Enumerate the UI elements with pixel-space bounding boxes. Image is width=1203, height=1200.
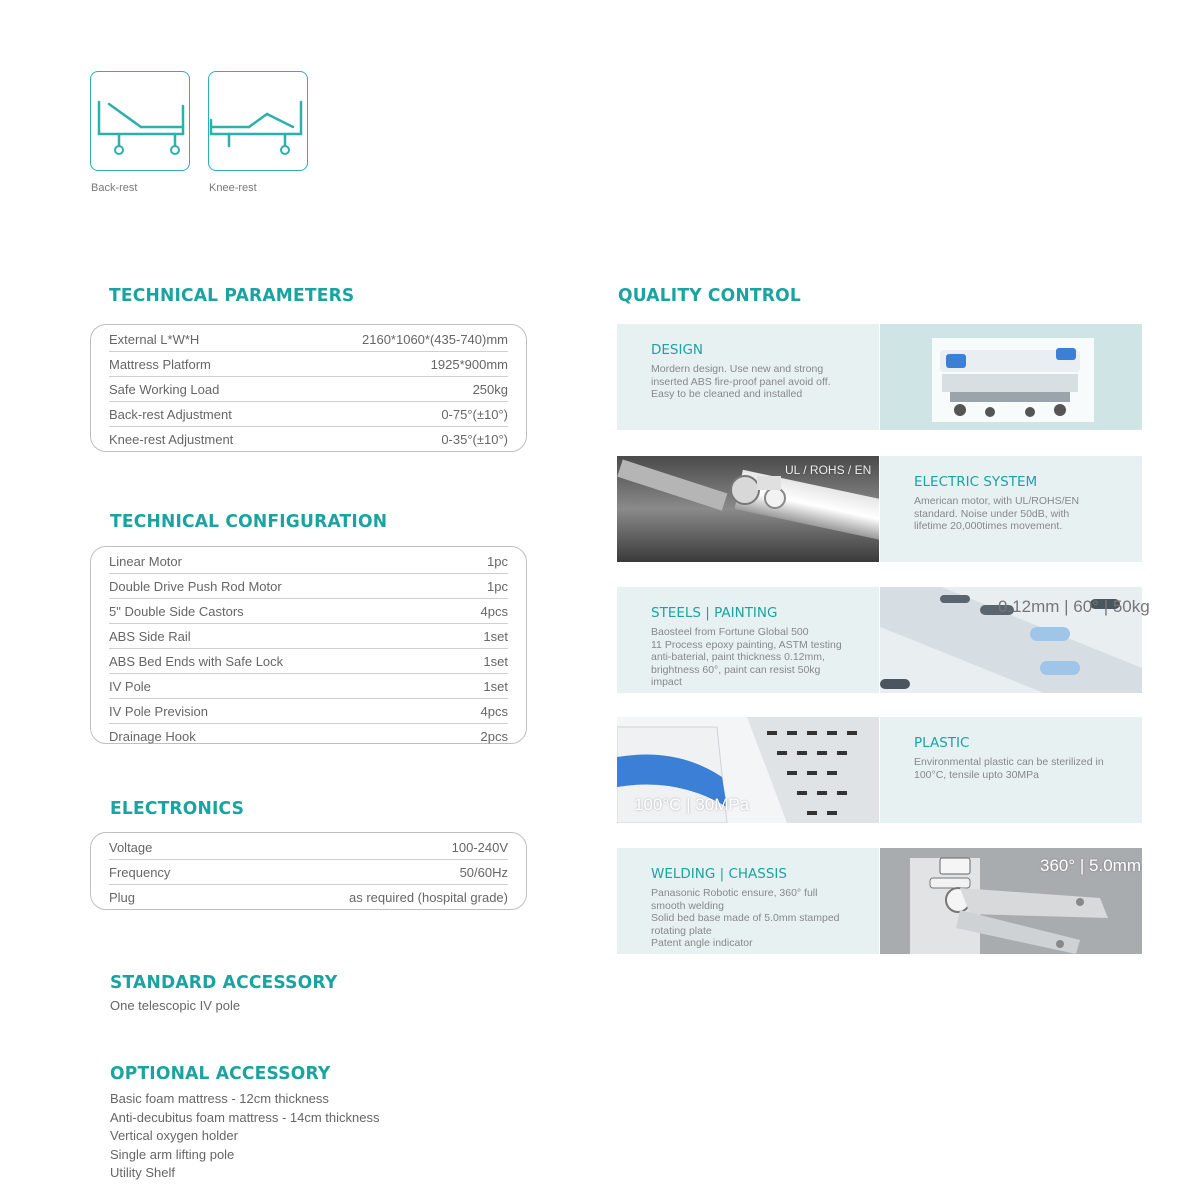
steels-painting-panel xyxy=(617,587,879,693)
table-row xyxy=(109,377,508,402)
design-title: DESIGN xyxy=(651,342,704,358)
design-panel xyxy=(617,324,879,430)
electronics-label: Frequency xyxy=(109,864,171,880)
table-row xyxy=(109,724,508,748)
param-label: Back-rest Adjustment xyxy=(109,406,232,422)
table-row xyxy=(109,860,508,885)
knee-rest-position-card xyxy=(208,71,308,171)
config-value: 2pcs xyxy=(480,728,508,744)
param-value: 0-75°(±10°) xyxy=(441,406,508,422)
table-row xyxy=(109,835,508,860)
welding-chassis-overlay: 360° | 5.0mm xyxy=(1040,856,1141,875)
optional-accessory-title: OPTIONAL ACCESSORY xyxy=(110,1063,331,1084)
table-row xyxy=(109,402,508,427)
technical-configuration-table xyxy=(90,546,527,744)
config-label: Double Drive Push Rod Motor xyxy=(109,578,282,594)
config-label: 5" Double Side Castors xyxy=(109,603,244,619)
back-rest-position-card xyxy=(90,71,190,171)
param-value: 250kg xyxy=(472,381,508,397)
welding-chassis-title: WELDING | CHASSIS xyxy=(651,866,787,882)
param-value: 1925*900mm xyxy=(430,356,508,372)
welding-chassis-panel xyxy=(617,848,879,954)
list-item: Basic foam mattress - 12cm thickness xyxy=(110,1091,329,1106)
param-label: External L*W*H xyxy=(109,331,200,347)
config-label: ABS Bed Ends with Safe Lock xyxy=(109,653,284,669)
electronics-value: as required (hospital grade) xyxy=(349,889,508,905)
table-row xyxy=(109,549,508,574)
steels-painting-title: STEELS | PAINTING xyxy=(651,605,778,621)
config-label: ABS Side Rail xyxy=(109,628,191,644)
electric-system-description: American motor, with UL/ROHS/EN standard. Noise under 50dB, with lifetime 20,000times movement. xyxy=(914,495,1080,532)
config-value: 4pcs xyxy=(480,603,508,619)
config-label: IV Pole xyxy=(109,678,151,694)
technical-configuration-title: TECHNICAL CONFIGURATION xyxy=(110,511,388,532)
table-row xyxy=(109,649,508,674)
config-value: 1pc xyxy=(487,578,508,594)
param-label: Knee-rest Adjustment xyxy=(109,431,234,447)
back-rest-label: Back-rest xyxy=(91,182,138,194)
knee-rest-label: Knee-rest xyxy=(209,182,257,194)
plastic-description: Environmental plastic can be sterilized in 100°C, tensile upto 30MPa xyxy=(914,756,1104,781)
back-rest-bed-icon xyxy=(91,72,191,172)
electric-system-panel xyxy=(880,456,1142,562)
steels-painting-description: Baosteel from Fortune Global 500 11 Process epoxy painting, ASTM testing anti-baterial, paint thickness 0.12mm, brightness 60°, paint can resist 50kg impact xyxy=(651,626,842,688)
plastic-overlay: 100°C | 30MPa xyxy=(634,795,750,814)
technical-parameters-table xyxy=(90,324,527,452)
table-row xyxy=(109,327,508,352)
table-row xyxy=(109,599,508,624)
welding-chassis-description: Panasonic Robotic ensure, 360° full smooth welding Solid bed base made of 5.0mm stamped rotating plate Patent angle indicator xyxy=(651,887,840,949)
standard-accessory-title: STANDARD ACCESSORY xyxy=(110,972,338,993)
config-label: Drainage Hook xyxy=(109,728,196,744)
table-row xyxy=(109,699,508,724)
table-row xyxy=(109,624,508,649)
design-description: Mordern design. Use new and strong inserted ABS fire-proof panel avoid off. Easy to be cleaned and installed xyxy=(651,363,831,400)
config-label: Linear Motor xyxy=(109,553,182,569)
config-value: 1set xyxy=(483,678,508,694)
electric-system-standards-overlay: UL / ROHS / EN xyxy=(785,463,872,477)
table-row xyxy=(109,352,508,377)
quality-control-title: QUALITY CONTROL xyxy=(618,285,801,306)
steels-painting-overlay: 0.12mm | 60° | 50kg xyxy=(998,597,1150,616)
list-item: Utility Shelf xyxy=(110,1165,176,1180)
table-row xyxy=(109,574,508,599)
param-label: Safe Working Load xyxy=(109,381,220,397)
table-row xyxy=(109,885,508,909)
design-image xyxy=(880,324,1142,430)
config-value: 1set xyxy=(483,653,508,669)
electronics-value: 100-240V xyxy=(451,839,508,855)
config-value: 4pcs xyxy=(480,703,508,719)
config-value: 1set xyxy=(483,628,508,644)
knee-rest-bed-icon xyxy=(209,72,309,172)
electronics-title: ELECTRONICS xyxy=(110,798,245,819)
technical-parameters-title: TECHNICAL PARAMETERS xyxy=(109,285,355,306)
standard-accessory-item: One telescopic IV pole xyxy=(110,998,241,1013)
plastic-title: PLASTIC xyxy=(914,735,970,751)
param-value: 0-35°(±10°) xyxy=(441,431,508,447)
list-item: Single arm lifting pole xyxy=(110,1146,235,1162)
electronics-label: Plug xyxy=(109,889,136,905)
plastic-panel xyxy=(880,717,1142,823)
electric-system-title: ELECTRIC SYSTEM xyxy=(914,474,1038,490)
table-row xyxy=(109,674,508,699)
list-item: Anti-decubitus foam mattress - 14cm thickness xyxy=(110,1109,380,1125)
config-value: 1pc xyxy=(487,553,508,569)
list-item: Vertical oxygen holder xyxy=(110,1128,238,1143)
optional-accessory-list xyxy=(110,1090,380,1183)
config-label: IV Pole Prevision xyxy=(109,703,208,719)
electronics-value: 50/60Hz xyxy=(459,864,508,880)
electronics-table xyxy=(90,832,527,910)
table-row xyxy=(109,427,508,451)
param-label: Mattress Platform xyxy=(109,356,211,372)
param-value: 2160*1060*(435-740)mm xyxy=(362,331,508,347)
electronics-label: Voltage xyxy=(109,839,153,855)
